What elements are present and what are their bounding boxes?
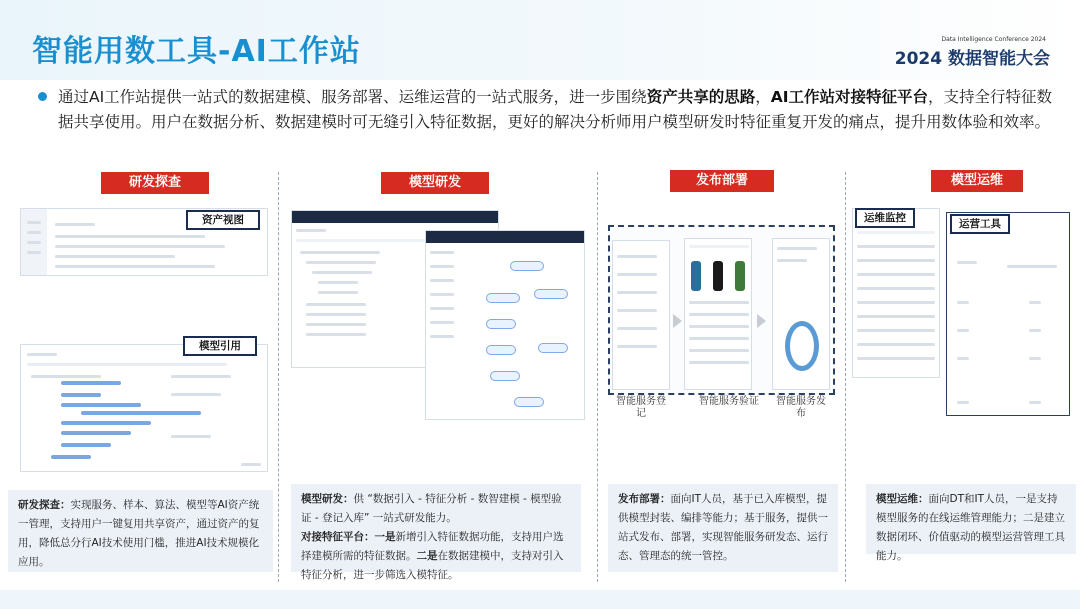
desc-deploy-title: 发布部署：: [618, 493, 671, 505]
column-separator: [278, 172, 279, 582]
desc-feature-text-2: 在数据建模中，支持对引入特征分析，进一步筛选入模特征。: [301, 550, 564, 581]
label-ops-tool: 运营工具: [950, 214, 1010, 234]
caption-service-verify: 智能服务验证: [699, 396, 759, 407]
flow-node: [534, 289, 568, 299]
service-register-screenshot: [612, 240, 670, 390]
label-ops-monitor: 运维监控: [855, 208, 915, 228]
desc-research-text: 实现服务、样本、算法、模型等AI资产统一管理，支持用户一键复用共享资产，通过资产的复用，降低总分行AI技术使用门槛，推进AI技术规模化应用。: [18, 499, 260, 568]
model-reference-screenshot: [20, 344, 268, 472]
arrow-icon: [673, 314, 682, 328]
label-asset-view: 资产视图: [186, 210, 260, 230]
flow-node: [486, 293, 520, 303]
service-verify-screenshot: [684, 238, 752, 390]
tag-model-ops: 模型运维: [931, 170, 1023, 192]
desc-feature-second: 二是: [416, 550, 438, 562]
intro-text-2: ，: [755, 88, 771, 106]
label-model-reference: 模型引用: [183, 336, 257, 356]
caption-service-register: 智能服务登记: [616, 396, 666, 419]
caption-service-publish: 智能服务发布: [776, 396, 826, 419]
desc-model-ops: [866, 484, 1076, 562]
intro-text-3: ，支持全行特征数据共享使用。用户在数据分析、数据建模时可无缝引入特征数据，更好的解决分析师用户模型研发时特征重复开发的痛点，提升用数体验和效率。: [58, 88, 1052, 131]
arrow-icon: [757, 314, 766, 328]
desc-deploy: [608, 484, 838, 572]
intro-paragraph: [58, 85, 1053, 135]
flow-node: [490, 371, 520, 381]
desc-research-title: 研发探查：: [18, 499, 71, 511]
ops-monitor-screenshot: [852, 208, 940, 378]
desc-model-dev-text: 供 “数据引入 - 特征分析 - 数智建模 - 模型验证 - 登记入库” 一站式研发能力。: [301, 493, 562, 524]
desc-model-ops-title: 模型运维：: [876, 493, 929, 505]
intro-text-1: 通过AI工作站提供一站式的数据建模、服务部署、运维运营的一站式服务，进一步围绕: [58, 88, 647, 106]
conference-name-cn: 2024 数据智能大会: [894, 49, 1050, 69]
flow-node: [538, 343, 568, 353]
service-publish-screenshot: [772, 238, 830, 390]
desc-research: [8, 490, 273, 572]
desc-model-ops-text: 面向DT和IT人员，一是支持模型服务的在线运维管理能力；二是建立数据闭环、价值驱动的模型运营管理工具能力。: [876, 493, 1065, 562]
flow-node: [510, 261, 544, 271]
top-nav-bar: [292, 211, 499, 223]
desc-feature-text-1: 新增引入特征数据功能，支持用户选择建模所需的特征数据。: [301, 531, 564, 562]
intro-bold-1: 资产共享的思路: [646, 88, 756, 106]
conference-name-en: Data Intelligence Conference 2024: [941, 36, 1046, 43]
footer-band: [0, 590, 1080, 609]
desc-model-dev: [291, 484, 581, 581]
column-separator: [597, 172, 598, 582]
flow-node: [486, 319, 516, 329]
tag-research: 研发探查: [101, 172, 209, 194]
tag-deploy: 发布部署: [670, 170, 774, 192]
model-dev-screenshot-2: [425, 230, 585, 420]
bullet-icon: [38, 92, 47, 101]
tag-model-dev: 模型研发: [381, 172, 489, 194]
desc-feature-title: 对接特征平台：: [301, 531, 375, 543]
flow-node: [514, 397, 544, 407]
flow-node: [486, 345, 516, 355]
intro-bold-2: AI工作站对接特征平台: [770, 88, 928, 106]
desc-feature-first: 一是: [374, 531, 396, 543]
top-nav-bar: [426, 231, 585, 243]
desc-model-dev-title: 模型研发：: [301, 493, 354, 505]
page-title: 智能用数工具-AI工作站: [32, 34, 361, 69]
ops-tool-screenshot: [946, 212, 1070, 416]
column-separator: [845, 172, 846, 582]
desc-deploy-text: 面向IT人员，基于已入库模型，提供模型封装、编排等能力；基于服务，提供一站式发布、部署，实现智能服务研发态、运行态、管理态的统一管控。: [618, 493, 828, 562]
